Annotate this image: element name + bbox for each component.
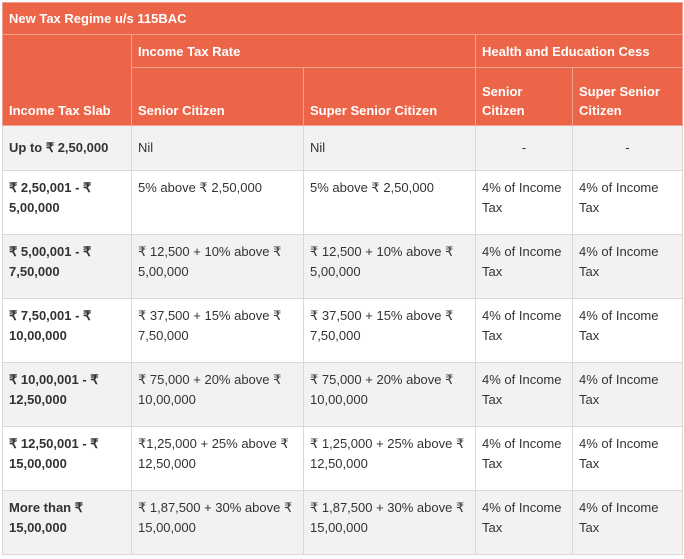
cell-slab: ₹ 12,50,001 - ₹ 15,00,000 xyxy=(3,427,132,491)
cell-rate-super-senior: ₹ 1,87,500 + 30% above ₹ 15,00,000 xyxy=(304,491,476,555)
header-rate-senior-citizen: Senior Citizen xyxy=(132,68,304,126)
cell-rate-super-senior: 5% above ₹ 2,50,000 xyxy=(304,171,476,235)
header-rate-super-senior-citizen: Super Senior Citizen xyxy=(304,68,476,126)
cell-rate-senior: ₹ 75,000 + 20% above ₹ 10,00,000 xyxy=(132,363,304,427)
cell-rate-senior: 5% above ₹ 2,50,000 xyxy=(132,171,304,235)
cell-cess-super-senior: 4% of Income Tax xyxy=(573,171,683,235)
cell-rate-senior: ₹1,25,000 + 25% above ₹ 12,50,000 xyxy=(132,427,304,491)
table-row xyxy=(3,363,683,427)
cell-cess-senior: 4% of Income Tax xyxy=(476,171,573,235)
header-income-tax-rate: Income Tax Rate xyxy=(132,35,476,68)
cell-cess-senior: 4% of Income Tax xyxy=(476,299,573,363)
cell-rate-super-senior: Nil xyxy=(304,126,476,171)
table-title: New Tax Regime u/s 115BAC xyxy=(3,3,683,35)
cell-slab: ₹ 2,50,001 - ₹ 5,00,000 xyxy=(3,171,132,235)
header-cess-senior-citizen: Senior Citizen xyxy=(476,68,573,126)
cell-cess-super-senior: 4% of Income Tax xyxy=(573,299,683,363)
cell-cess-super-senior: 4% of Income Tax xyxy=(573,427,683,491)
group-header-row xyxy=(3,35,683,68)
cell-rate-super-senior: ₹ 12,500 + 10% above ₹ 5,00,000 xyxy=(304,235,476,299)
table-body xyxy=(3,126,683,555)
cell-rate-senior: Nil xyxy=(132,126,304,171)
cell-cess-senior: 4% of Income Tax xyxy=(476,363,573,427)
table-row xyxy=(3,171,683,235)
cell-cess-super-senior: 4% of Income Tax xyxy=(573,491,683,555)
tax-slab-table xyxy=(2,2,683,555)
cell-rate-senior: ₹ 37,500 + 15% above ₹ 7,50,000 xyxy=(132,299,304,363)
cell-slab: More than ₹ 15,00,000 xyxy=(3,491,132,555)
table-row xyxy=(3,299,683,363)
table-row xyxy=(3,235,683,299)
cell-rate-super-senior: ₹ 37,500 + 15% above ₹ 7,50,000 xyxy=(304,299,476,363)
header-income-tax-slab: Income Tax Slab xyxy=(3,35,132,126)
cell-rate-senior: ₹ 1,87,500 + 30% above ₹ 15,00,000 xyxy=(132,491,304,555)
cell-slab: Up to ₹ 2,50,000 xyxy=(3,126,132,171)
cell-cess-senior: 4% of Income Tax xyxy=(476,235,573,299)
table-header xyxy=(3,3,683,126)
cell-slab: ₹ 10,00,001 - ₹ 12,50,000 xyxy=(3,363,132,427)
cell-cess-super-senior: 4% of Income Tax xyxy=(573,363,683,427)
table-row xyxy=(3,491,683,555)
cell-rate-senior: ₹ 12,500 + 10% above ₹ 5,00,000 xyxy=(132,235,304,299)
header-health-education-cess: Health and Education Cess xyxy=(476,35,683,68)
cell-cess-senior: - xyxy=(476,126,573,171)
cell-slab: ₹ 5,00,001 - ₹ 7,50,000 xyxy=(3,235,132,299)
cell-cess-super-senior: 4% of Income Tax xyxy=(573,235,683,299)
cell-cess-super-senior: - xyxy=(573,126,683,171)
cell-cess-senior: 4% of Income Tax xyxy=(476,427,573,491)
table-row xyxy=(3,126,683,171)
cell-rate-super-senior: ₹ 1,25,000 + 25% above ₹ 12,50,000 xyxy=(304,427,476,491)
cell-slab: ₹ 7,50,001 - ₹ 10,00,000 xyxy=(3,299,132,363)
cell-cess-senior: 4% of Income Tax xyxy=(476,491,573,555)
title-row xyxy=(3,3,683,35)
table-row xyxy=(3,427,683,491)
cell-rate-super-senior: ₹ 75,000 + 20% above ₹ 10,00,000 xyxy=(304,363,476,427)
header-cess-super-senior-citizen: Super Senior Citizen xyxy=(573,68,683,126)
